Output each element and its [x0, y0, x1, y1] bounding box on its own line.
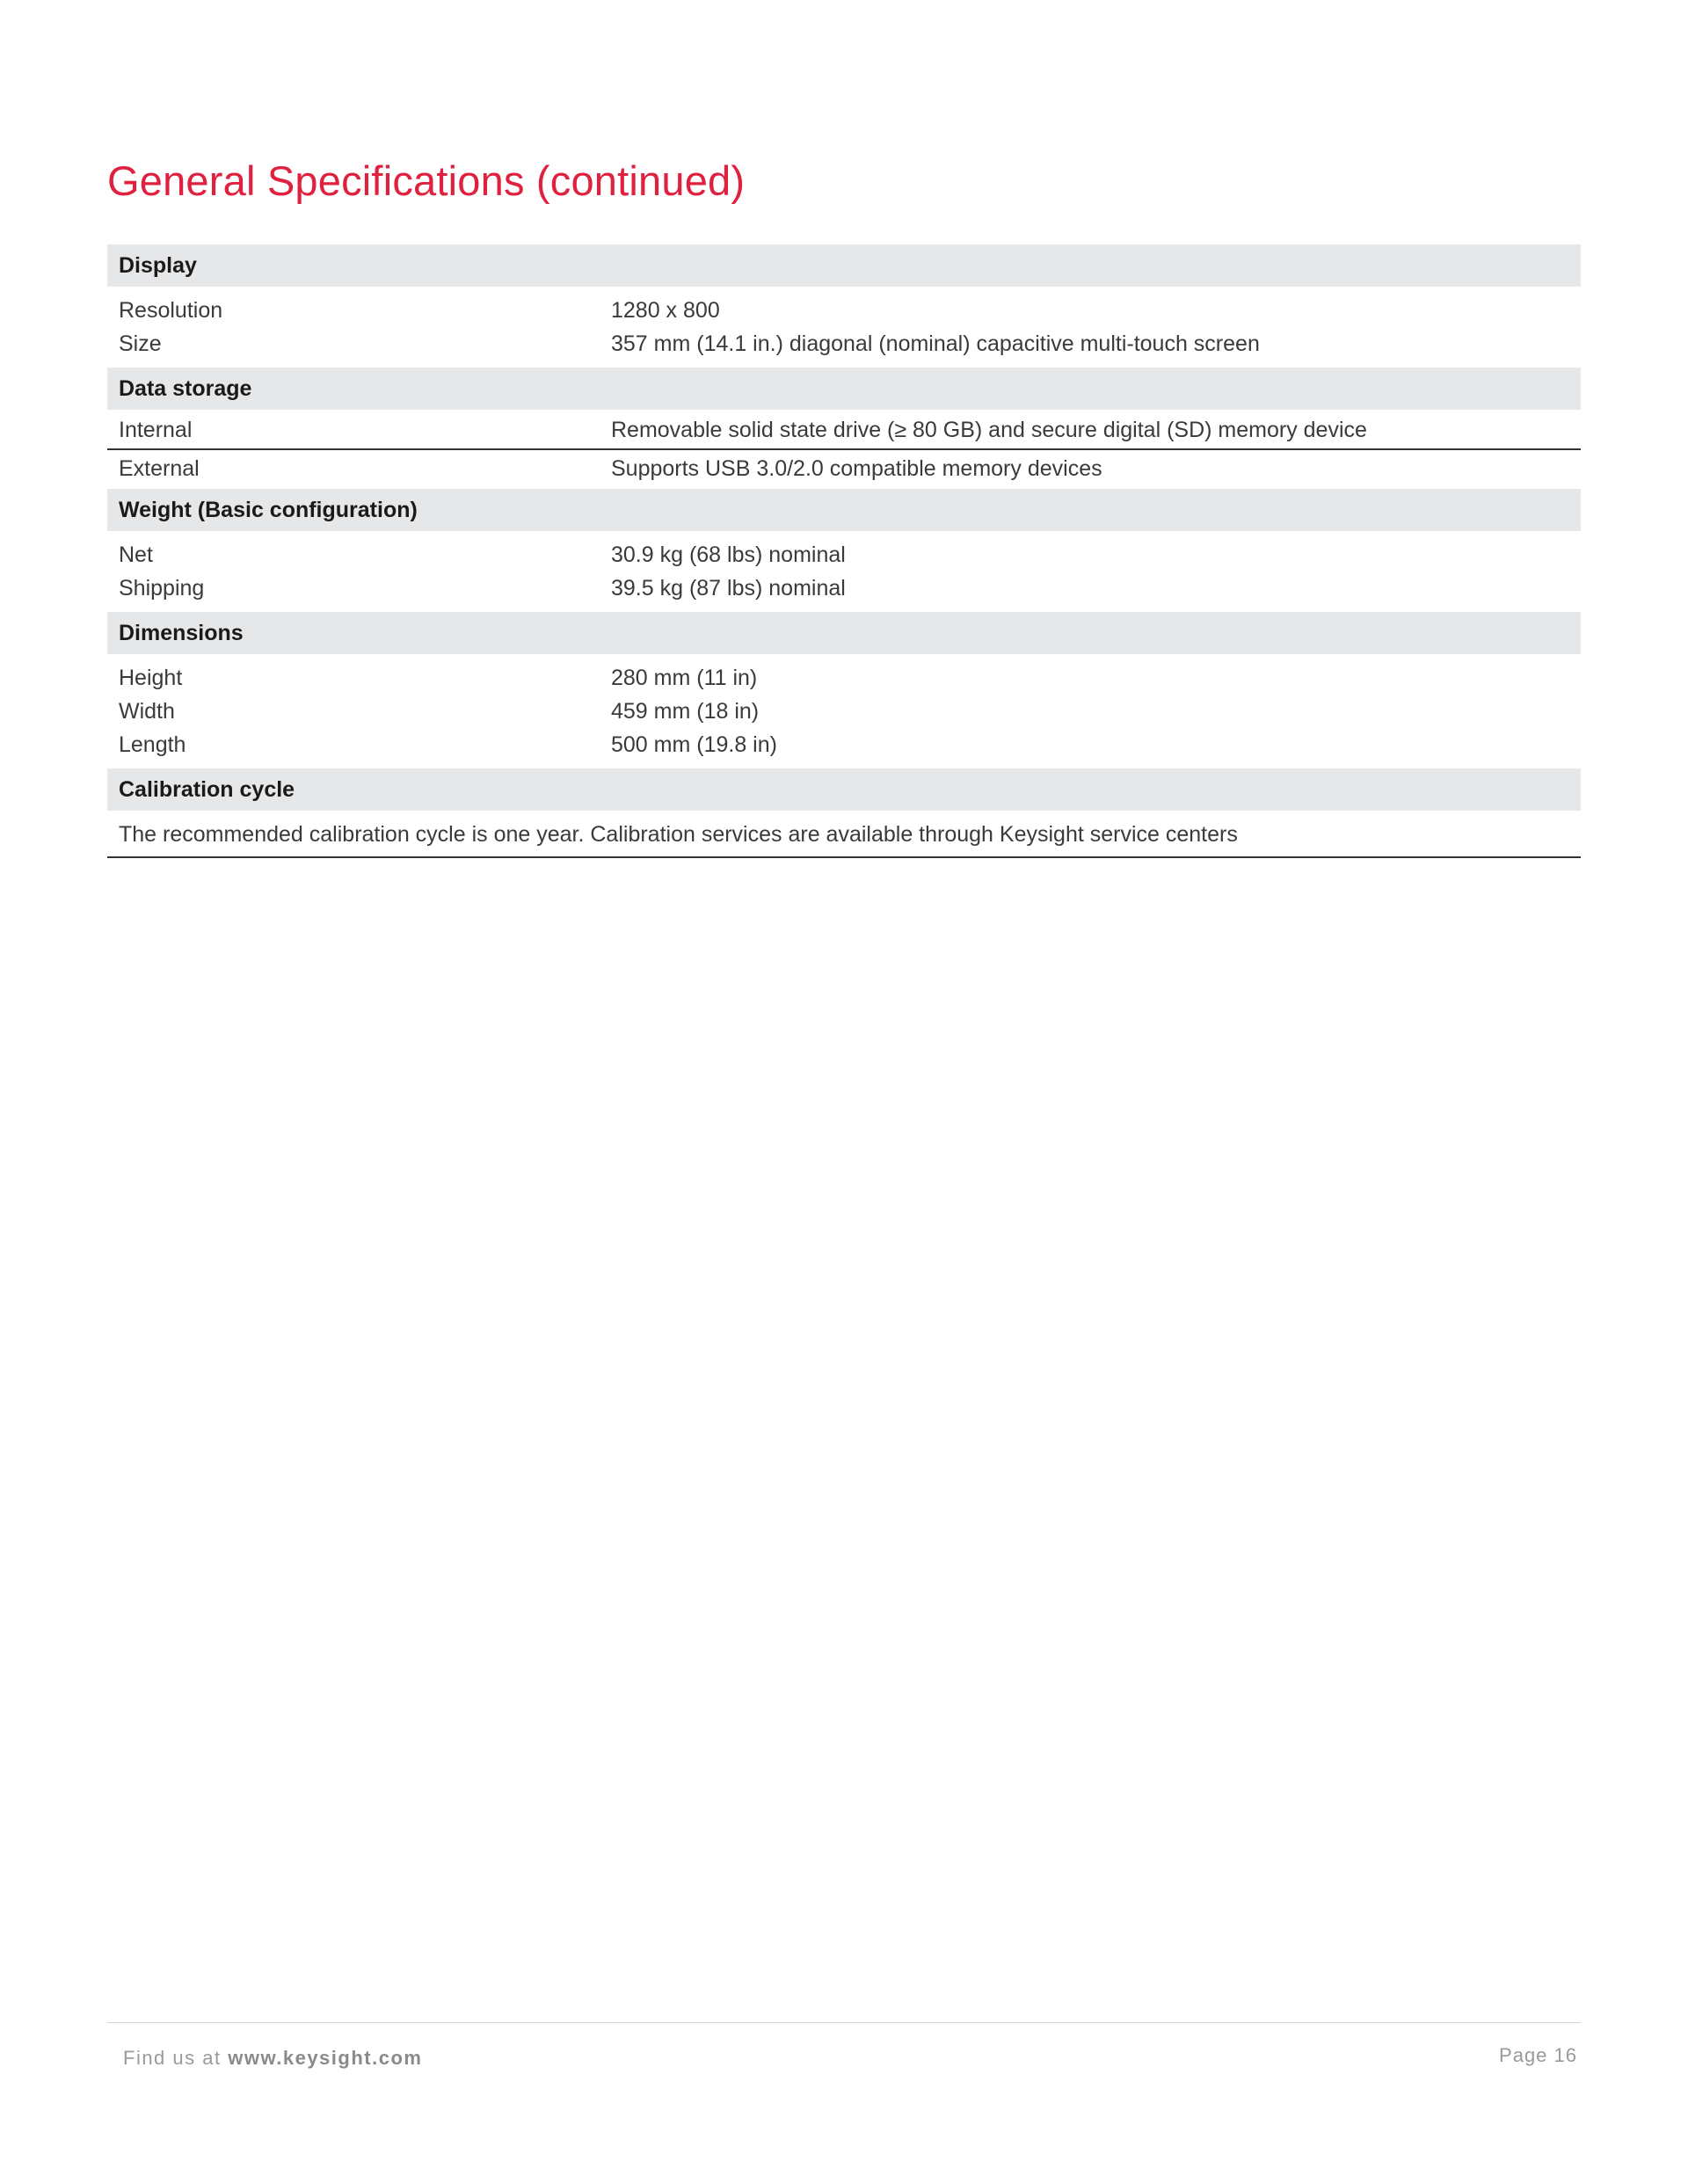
spec-value: Supports USB 3.0/2.0 compatible memory devices: [611, 456, 1102, 481]
spec-value: 459 mm (18 in): [611, 699, 760, 724]
spec-value: 280 mm (11 in): [611, 666, 758, 690]
page-title: General Specifications (continued): [107, 157, 746, 204]
display-rows: [107, 287, 1581, 368]
spec-label: Height: [119, 666, 183, 690]
section-header-data-storage: Data storage: [107, 368, 1581, 410]
spec-row-length: [107, 728, 1581, 761]
spec-row-shipping: [107, 571, 1581, 605]
footer-find-us-prefix: Find us at: [123, 2047, 229, 2069]
section-header-calibration: Calibration cycle: [107, 768, 1581, 811]
footer-url-link[interactable]: www.keysight.com: [228, 2047, 423, 2069]
spec-row-width: [107, 695, 1581, 728]
spec-row-height: [107, 661, 1581, 695]
spec-row-external: [107, 454, 1581, 484]
calibration-text: The recommended calibration cycle is one year. Calibration services are available through Keysight service centers: [119, 822, 1238, 847]
page-number: Page 16: [1499, 2044, 1577, 2066]
spec-value: 39.5 kg (87 lbs) nominal: [611, 576, 846, 601]
spec-table: [107, 244, 1581, 858]
spec-value: 357 mm (14.1 in.) diagonal (nominal) capacitive multi-touch screen: [611, 331, 1260, 356]
section-header-weight: Weight (Basic configuration): [107, 489, 1581, 531]
section-header-display: Display: [107, 244, 1581, 287]
table-bottom-rule: [107, 856, 1581, 858]
weight-rows: [107, 531, 1581, 612]
spec-label: Width: [119, 699, 175, 724]
spec-label: Size: [119, 331, 162, 356]
spec-label: Shipping: [119, 576, 205, 601]
spec-row-resolution: [107, 294, 1581, 327]
spec-row-net: [107, 538, 1581, 571]
spec-label: Resolution: [119, 298, 223, 323]
spec-label: Length: [119, 732, 186, 757]
spec-value: Removable solid state drive (≥ 80 GB) and secure digital (SD) memory device: [611, 418, 1367, 442]
spec-label: Internal: [119, 418, 193, 442]
footer-divider: [107, 2022, 1581, 2023]
data-storage-rows: [107, 410, 1581, 489]
spec-label: External: [119, 456, 200, 481]
row-divider: [107, 448, 1581, 450]
spec-row-size: [107, 327, 1581, 360]
section-header-dimensions: Dimensions: [107, 612, 1581, 654]
spec-value: 500 mm (19.8 in): [611, 732, 777, 757]
dimensions-rows: [107, 654, 1581, 768]
spec-row-internal: [107, 415, 1581, 445]
footer-find-us: [123, 2047, 422, 2070]
spec-value: 1280 x 800: [611, 298, 720, 323]
spec-label: Net: [119, 542, 153, 567]
spec-value: 30.9 kg (68 lbs) nominal: [611, 542, 846, 567]
